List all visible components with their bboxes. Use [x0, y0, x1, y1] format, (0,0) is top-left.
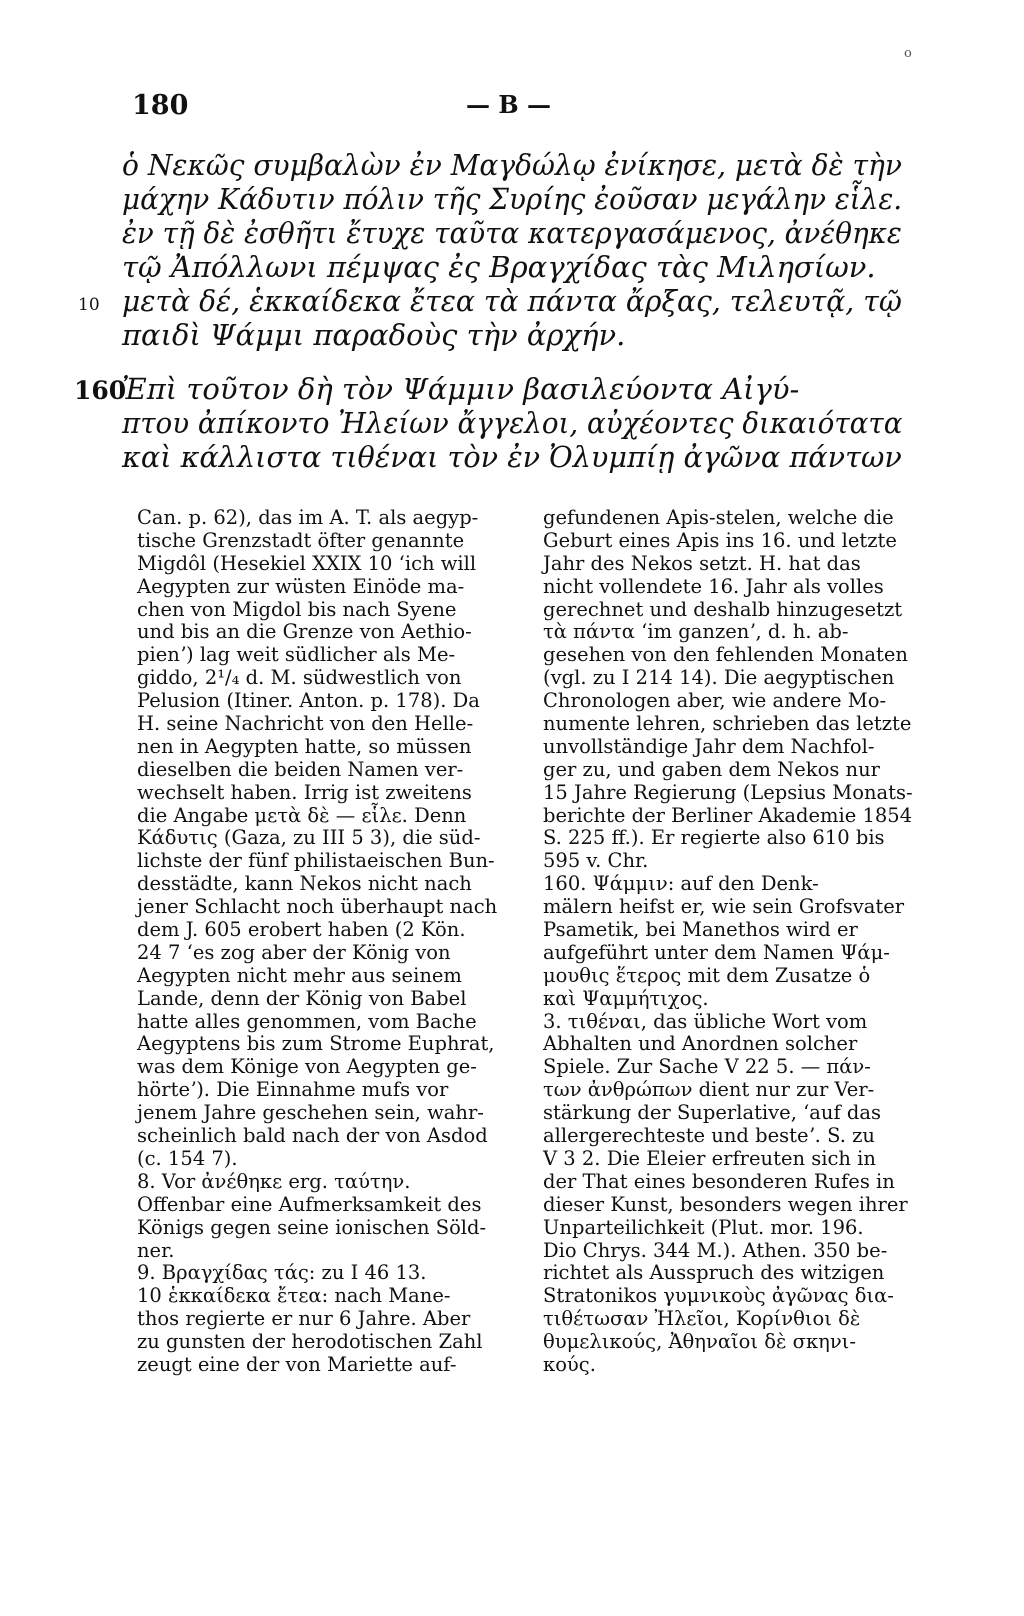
corner-mark: o [904, 46, 912, 61]
commentary-line: Unparteilichkeit (Plut. mor. 196. [543, 1215, 864, 1239]
commentary-line: 10 ἑκκαίδεκα ἔτεα: nach Mane- [137, 1284, 451, 1308]
commentary-line: H. seine Nachricht von den Helle- [137, 712, 474, 736]
commentary-line: gefundenen Apis-stelen, welche die [543, 506, 894, 529]
commentary-line: 160. Ψάμμιν: auf den Denk- [543, 872, 819, 896]
commentary-line: 8. Vor ἀνέθηκε erg. ταύτην. [137, 1169, 411, 1193]
commentary-line: unvollständige Jahr dem Nachfol- [543, 734, 875, 758]
greek-line [122, 216, 936, 252]
greek-line [74, 372, 800, 408]
commentary-line: 595 v. Chr. [543, 849, 649, 873]
page-header [0, 90, 1024, 130]
commentary-line: hörteʼ). Die Einnahme mufs vor [137, 1078, 449, 1102]
commentary-line: jenem Jahre geschehen sein, wahr- [137, 1101, 484, 1125]
commentary-line: τὰ πάντα ʻim ganzenʼ, d. h. ab- [543, 620, 849, 644]
commentary-line: Chronologen aber, wie andere Mo- [543, 689, 887, 713]
commentary-line: (vgl. zu I 214 14). Die aegyptischen [543, 666, 895, 690]
commentary-line: (c. 154 7). [137, 1146, 238, 1170]
commentary-line: τιθέτωσαν Ἠλεῖοι, Κορίνθιοι δὲ [543, 1307, 861, 1331]
commentary-line: Spiele. Zur Sache V 22 5. — πάν- [543, 1055, 871, 1079]
commentary-line: Stratonikos γυμνικοὺς ἀγῶνας δια- [543, 1284, 894, 1308]
commentary-line: numente lehren, schrieben das letzte [543, 712, 912, 736]
commentary-line: V 3 2. Die Eleier erfreuten sich in [543, 1146, 876, 1170]
commentary-line: Migdôl (Hesekiel XXIX 10 ʻich will [137, 551, 477, 575]
commentary-line: nen in Aegypten hatte, so müssen [137, 734, 472, 758]
commentary-line: aufgeführt unter dem Namen Ψάμ- [543, 940, 890, 964]
commentary-line: jener Schlacht noch überhaupt nach [137, 895, 498, 919]
commentary-line: dem J. 605 erobert haben (2 Kön. [137, 918, 466, 942]
greek-line-text: πτου ἀπίκοντο Ἠλείων ἄγγελοι, αὐχέοντες δικαιότατα [122, 406, 903, 440]
page-number: 180 [132, 90, 189, 121]
commentary-line: καὶ Ψαμμήτιχος. [543, 986, 709, 1010]
commentary-line: dieser Kunst, besonders wegen ihrer [543, 1192, 908, 1216]
greek-line-text: Ἐπὶ τοῦτον δὴ τὸν Ψάμμιν βασιλεύοντα Αἰγύ- [122, 372, 800, 406]
commentary-line: Jahr des Nekos setzt. H. hat das [543, 551, 861, 575]
greek-line [122, 182, 935, 218]
commentary-right-column [543, 507, 921, 1377]
commentary-line: scheinlich bald nach der von Asdod [137, 1124, 488, 1148]
commentary-line: hatte alles genommen, vom Bache [137, 1009, 477, 1033]
commentary-left-column [137, 507, 515, 1377]
signature-mark: — B — [466, 90, 551, 119]
greek-line [122, 406, 938, 442]
line-number: 160 [74, 376, 127, 405]
commentary-line: Can. p. 62), das im A. T. als aegyp- [137, 506, 479, 529]
commentary-line: mälern heifst er, wie sein Grofsvater [543, 895, 905, 919]
greek-line-text: μάχην Κάδυτιν πόλιν τῆς Συρίης ἐοῦσαν μεγάλην εἷλε. [122, 182, 903, 216]
commentary-line: desstädte, kann Nekos nicht nach [137, 872, 472, 896]
commentary-line: richtet als Ausspruch des witzigen [543, 1261, 885, 1285]
commentary-line: Offenbar eine Aufmerksamkeit des [137, 1192, 482, 1216]
commentary-line: Abhalten und Anordnen solcher [543, 1032, 858, 1056]
commentary-line: 9. Βραγχίδας τάς: zu I 46 13. [137, 1261, 427, 1285]
commentary-line: zeugt eine der von Mariette auf- [137, 1352, 457, 1376]
commentary-line: und bis an die Grenze von Aethio- [137, 620, 472, 644]
commentary-line: κούς. [543, 1352, 596, 1376]
commentary-line: θυμελικούς, Ἀθηναῖοι δὲ σκηνι- [543, 1330, 856, 1354]
commentary-line: berichte der Berliner Akademie 1854 [543, 803, 913, 827]
commentary-line: der That eines besonderen Rufes in [543, 1169, 895, 1193]
commentary-line: των ἀνθρώπων dient nur zur Ver- [543, 1078, 875, 1102]
greek-line-text: παιδὶ Ψάμμι παραδοὺς τὴν ἀρχήν. [122, 318, 626, 352]
commentary-line: 3. τιθέναι, das übliche Wort vom [543, 1009, 868, 1033]
greek-line-text: τῷ Ἀπόλλωνι πέμψας ἐς Βραγχίδας τὰς Μιλησίων. [122, 250, 876, 284]
commentary-line: chen von Migdol bis nach Syene [137, 597, 457, 621]
commentary-line: Königs gegen seine ionischen Söld- [137, 1215, 487, 1239]
greek-line-text: μετὰ δέ, ἑκκαίδεκα ἔτεα τὰ πάντα ἄρξας, τελευτᾷ, τῷ [122, 284, 902, 318]
commentary-line: lichste der fünf philistaeischen Bun- [137, 849, 495, 873]
commentary-line: Aegypten nicht mehr aus seinem [137, 963, 462, 987]
commentary-line: allergerechteste und besteʼ. S. zu [543, 1124, 875, 1148]
commentary-line: nicht vollendete 16. Jahr als volles [543, 574, 884, 598]
commentary-line: dieselben die beiden Namen ver- [137, 757, 464, 781]
commentary-line: giddo, 2¹/₄ d. M. südwestlich von [137, 666, 462, 690]
commentary-line: thos regierte er nur 6 Jahre. Aber [137, 1307, 471, 1331]
greek-line [122, 440, 910, 476]
commentary-line: ner. [137, 1238, 175, 1262]
commentary-line: pienʼ) lag weit südlicher als Me- [137, 643, 456, 667]
commentary-line: Psametik, bei Manethos wird er [543, 918, 858, 942]
greek-line [122, 148, 928, 184]
commentary-line: Aegyptens bis zum Strome Euphrat, [137, 1032, 495, 1056]
greek-line [122, 318, 625, 354]
commentary-line: was dem Könige von Aegypten ge- [137, 1055, 477, 1079]
commentary-line: zu gunsten der herodotischen Zahl [137, 1330, 483, 1354]
commentary-line: ger zu, und gaben dem Nekos nur [543, 757, 880, 781]
commentary-line: Aegypten zur wüsten Einöde ma- [137, 574, 465, 598]
commentary-line: die Angabe μετὰ δὲ — εἷλε. Denn [137, 803, 467, 827]
commentary-line: Lande, denn der König von Babel [137, 986, 467, 1010]
line-number: 10 [78, 295, 100, 315]
commentary-line: stärkung der Superlative, ʻauf das [543, 1101, 882, 1125]
greek-line [78, 284, 924, 320]
commentary-line: wechselt haben. Irrig ist zweitens [137, 780, 472, 804]
greek-line [122, 250, 876, 286]
commentary-line: μουθις ἕτερος mit dem Zusatze ὁ [543, 963, 871, 987]
commentary-line: 15 Jahre Regierung (Lepsius Monats- [543, 780, 913, 804]
greek-line-text: ἐν τῇ δὲ ἐσθῆτι ἔτυχε ταῦτα κατεργασάμενος, ἀνέθηκε [122, 216, 902, 250]
commentary-line: Κάδυτις (Gaza, zu III 5 3), die süd- [137, 826, 481, 850]
commentary-line: 24 7 ʻes zog aber der König von [137, 940, 451, 964]
commentary-line: Dio Chrys. 344 M.). Athen. 350 be- [543, 1238, 888, 1262]
commentary-line: gesehen von den fehlenden Monaten [543, 643, 908, 667]
commentary-line: tische Grenzstadt öfter genannte [137, 528, 465, 552]
commentary-line: Pelusion (Itiner. Anton. p. 178). Da [137, 689, 480, 713]
commentary-line: gerechnet und deshalb hinzugesetzt [543, 597, 903, 621]
greek-line-text: ὁ Νεκῶς συμβαλὼν ἐν Μαγδώλῳ ἐνίκησε, μετὰ δὲ τὴν [122, 148, 902, 182]
greek-line-text: καὶ κάλλιστα τιθέναι τὸν ἐν Ὀλυμπίῃ ἀγῶνα πάντων [122, 440, 902, 474]
commentary-line: Geburt eines Apis ins 16. und letzte [543, 528, 897, 552]
commentary-line: S. 225 ff.). Er regierte also 610 bis [543, 826, 885, 850]
